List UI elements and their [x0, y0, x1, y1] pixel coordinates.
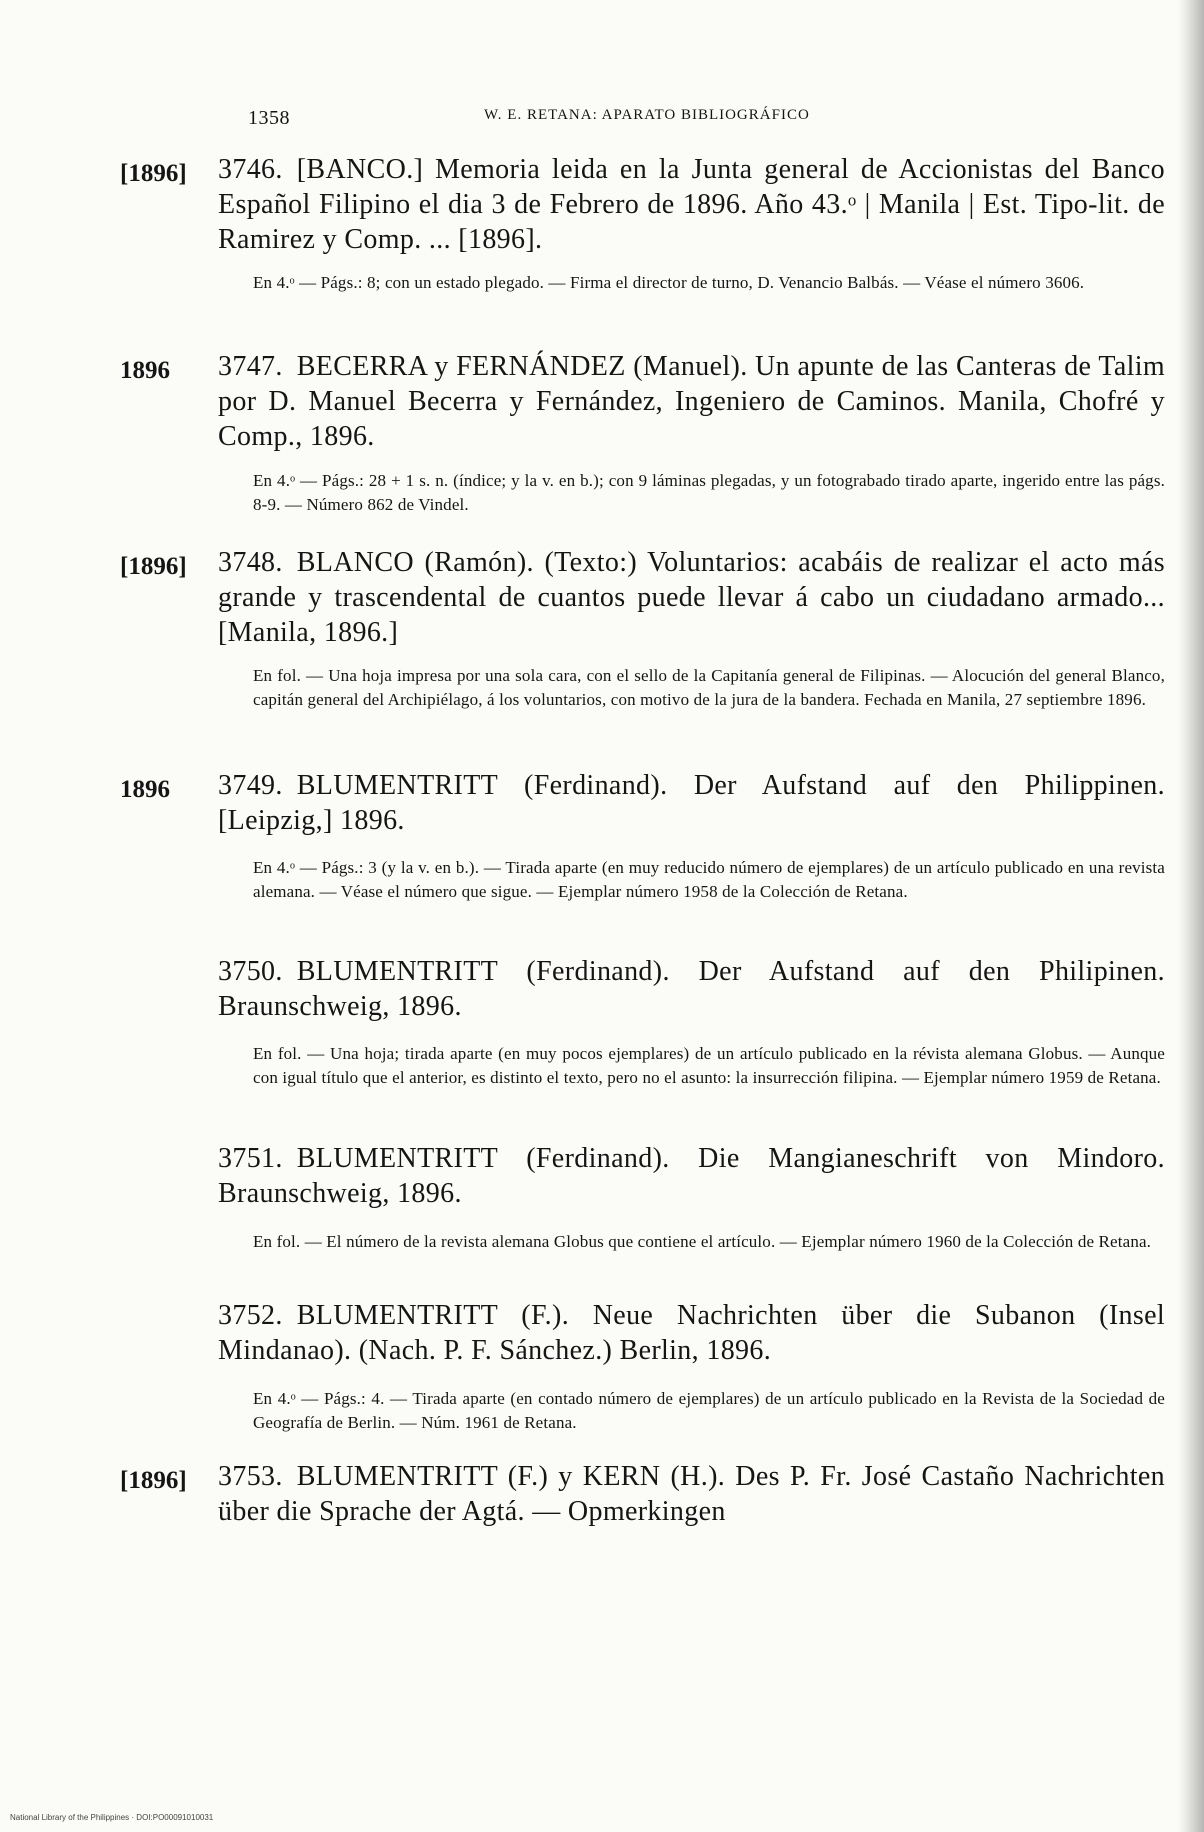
entry-number: 3752. [218, 1300, 283, 1331]
entry-main-text [218, 1459, 1165, 1529]
entry-year: 1896 [120, 776, 170, 803]
entry-title: BLUMENTRITT (F.). Neue Nachrichten über die Subanon (Insel Mindanao). (Nach. P. F. Sánchez.) Berlin, 1896. [218, 1300, 1165, 1366]
entry-number: 3746. [218, 154, 283, 185]
entry-number: 3753. [218, 1461, 283, 1492]
entry-description: En fol. — Una hoja impresa por una sola cara, con el sello de la Capitanía general de Filipinas. — Alocución del general Blanco, capitán general del Archipiélago, á los voluntarios, con motivo de la jura de la bandera. Fechada en Manila, 27 septiembre 1896. [253, 666, 1165, 709]
entry-main-text [218, 954, 1165, 1024]
entry-year: [1896] [120, 1467, 187, 1494]
entry-main-text [218, 349, 1165, 454]
entry-main-text [218, 152, 1165, 257]
entry-main-text [218, 1298, 1165, 1368]
entry-number: 3751. [218, 1143, 283, 1174]
scan-shadow-edge [1178, 0, 1204, 1832]
entry-number: 3747. [218, 351, 283, 382]
entry-number: 3750. [218, 956, 283, 987]
entry-title: BLUMENTRITT (Ferdinand). Die Mangianeschrift von Mindoro. Braunschweig, 1896. [218, 1143, 1165, 1209]
entry-main-text [218, 545, 1165, 650]
entry-number: 3749. [218, 770, 283, 801]
entry-title: BLANCO (Ramón). (Texto:) Voluntarios: acabáis de realizar el acto más grande y trascendental de cuantos puede llevar á cabo un ciudadano armado... [Manila, 1896.] [218, 547, 1165, 648]
entry-year: [1896] [120, 553, 187, 580]
entry-title: BLUMENTRITT (Ferdinand). Der Aufstand auf den Philippinen. [Leipzig,] 1896. [218, 770, 1165, 836]
entry-title: BLUMENTRITT (F.) y KERN (H.). Des P. Fr. José Castaño Nachrichten über die Sprache der Agtá. — Opmerkingen [218, 1461, 1165, 1527]
entry-description: En 4.ᵒ — Págs.: 3 (y la v. en b.). — Tirada aparte (en muy reducido número de ejemplares) de un artículo publicado en una revista alemana. — Véase el número que sigue. — Ejemplar número 1958 de la Colección de Retana. [253, 858, 1165, 901]
page-header [248, 107, 1008, 133]
entry-year: 1896 [120, 357, 170, 384]
entry-description: En 4.ᵒ — Págs.: 4. — Tirada aparte (en contado número de ejemplares) de un artículo publicado en la Revista de la Sociedad de Geografía de Berlin. — Núm. 1961 de Retana. [253, 1389, 1165, 1432]
running-head: W. E. RETANA: APARATO BIBLIOGRÁFICO [484, 107, 810, 123]
entry-title: [BANCO.] Memoria leida en la Junta general de Accionistas del Banco Español Filipino el dia 3 de Febrero de 1896. Año 43.ᵒ | Manila | Est. Tipo-lit. de Ramirez y Comp. ... [1896]. [218, 154, 1165, 255]
entry-title: BLUMENTRITT (Ferdinand). Der Aufstand auf den Philipinen. Braunschweig, 1896. [218, 956, 1165, 1022]
entry-main-text [218, 1141, 1165, 1211]
page-number: 1358 [248, 107, 290, 129]
entry-title: BECERRA y FERNÁNDEZ (Manuel). Un apunte de las Canteras de Talim por D. Manuel Becerra y Fernández, Ingeniero de Caminos. Manila, Chofré y Comp., 1896. [218, 351, 1165, 452]
entry-number: 3748. [218, 547, 283, 578]
entry-main-text [218, 768, 1165, 838]
entry-description: En 4.ᵒ — Págs.: 28 + 1 s. n. (índice; y la v. en b.); con 9 láminas plegadas, y un fotograbado tirado aparte, ingerido entre las págs. 8-9. — Número 862 de Vindel. [253, 471, 1165, 514]
entry-description: En fol. — Una hoja; tirada aparte (en muy pocos ejemplares) de un artículo publicado en la révista alemana Globus. — Aunque con igual título que el anterior, es distinto el texto, pero no el asunto: la insurrección filipina. — Ejemplar número 1959 de Retana. [253, 1044, 1165, 1087]
scan-footer-note: National Library of the Philippines · DOI:PO00091010031 [10, 1813, 214, 1822]
entry-description: En fol. — El número de la revista alemana Globus que contiene el artículo. — Ejemplar número 1960 de la Colección de Retana. [253, 1232, 1152, 1251]
entry-year: [1896] [120, 160, 187, 187]
entry-description: En 4.ᵒ — Págs.: 8; con un estado plegado. — Firma el director de turno, D. Venancio Balbás. — Véase el número 3606. [253, 273, 1085, 292]
